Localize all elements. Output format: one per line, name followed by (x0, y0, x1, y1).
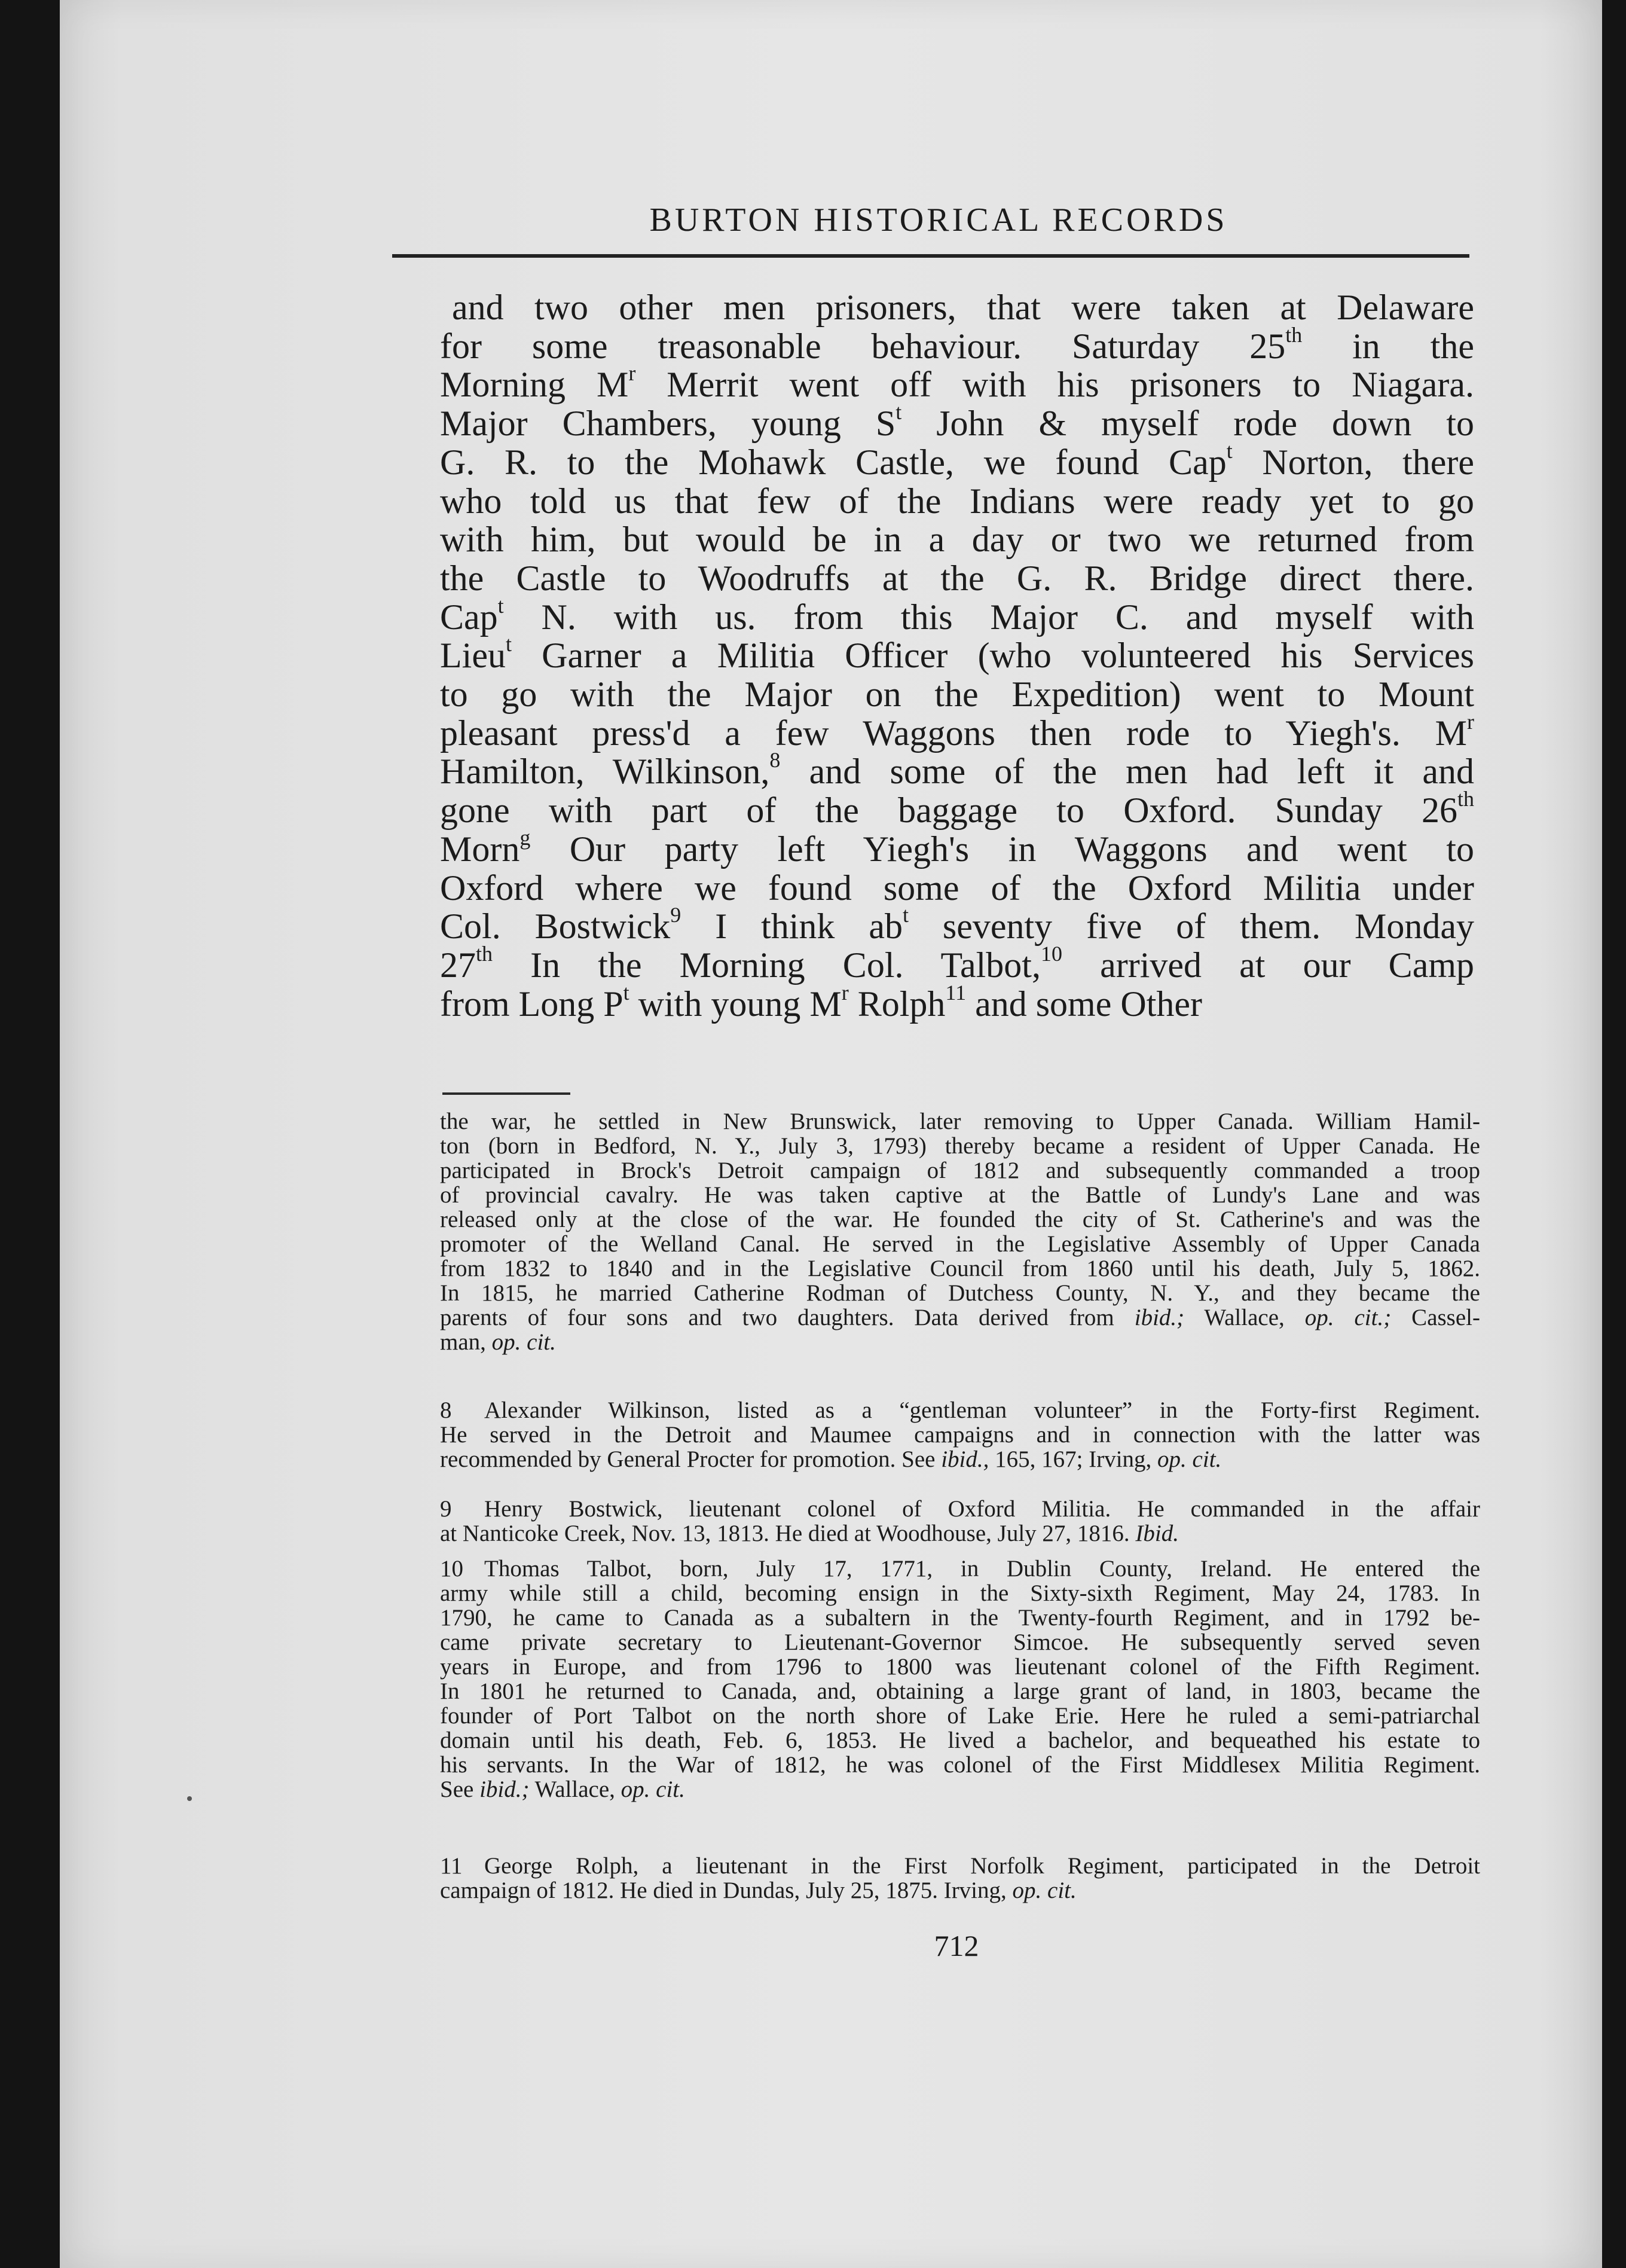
superscript: 8 (769, 748, 781, 773)
italic-citation: op. cit. (1012, 1878, 1077, 1903)
header-rule (392, 254, 1469, 258)
body-line: Oxford where we found some of the Oxford Militia under (440, 868, 1474, 908)
footnote-line: ton (born in Bedford, N. Y., July 3, 1793) thereby became a resident of Upper Canada. He (440, 1133, 1480, 1159)
body-line: from Long $P^t$ with young $M^r$ Rolph$^{11}$ and some Other (440, 980, 1202, 1024)
italic-citation: ibid., (941, 1446, 989, 1472)
footnote-line: campaign of 1812. He died in Dundas, July 25, 1875. Irving, op. cit. (440, 1878, 1077, 1903)
body-line: pleasant press'd a few Waggons then rode to Yiegh's. $M^r$ (440, 709, 1474, 753)
footnote-line: his servants. In the War of 1812, he was colonel of the First Middlesex Militia Regiment. (440, 1752, 1480, 1778)
superscript: t (497, 593, 504, 618)
superscript: g (519, 825, 531, 850)
body-line: with him, but would be in a day or two we returned from (440, 520, 1474, 560)
body-line: Major Chambers, young $S^t$ John & myself rode down to (440, 400, 1474, 444)
footnote-number: 10 (440, 1556, 463, 1582)
superscript: t (902, 903, 909, 927)
superscript: t (505, 632, 512, 657)
footnote-line: from 1832 to 1840 and in the Legislative Council from 1860 until his death, July 5, 1862. (440, 1256, 1480, 1281)
superscript: th (476, 941, 493, 966)
body-line: to go with the Major on the Expedition) went to Mount (440, 674, 1474, 714)
body-line: and two other men prisoners, that were taken at Delaware (452, 288, 1474, 327)
footnote-line: 9 Henry Bostwick, lieutenant colonel of Oxford Militia. He commanded in the affair (440, 1496, 1480, 1522)
footnote-line: man, op. cit. (440, 1329, 556, 1355)
footnote-line: 8 Alexander Wilkinson, listed as a “gentleman volunteer” in the Forty-first Regiment. (440, 1397, 1480, 1423)
body-line: for some treasonable behaviour. Saturday 25th in the (440, 322, 1474, 366)
italic-citation: ibid.; (1134, 1305, 1185, 1330)
superscript: t (1226, 438, 1233, 463)
body-line: 27th In the Morning Col. Talbot,$^{10}$ arrived at our Camp (440, 941, 1474, 985)
superscript: th (1285, 322, 1303, 347)
footnote-line: parents of four sons and two daughters. Data derived from ibid.; Wallace, op. cit.; Cassel- (440, 1305, 1480, 1330)
italic-citation: op. cit. (1157, 1446, 1222, 1472)
superscript: r (628, 361, 636, 386)
superscript: t (623, 980, 629, 1005)
footnote-line: released only at the close of the war. He founded the city of St. Catherine's and was the (440, 1207, 1480, 1232)
footnote-line: of provincial cavalry. He was taken captive at the Battle of Lundy's Lane and was (440, 1182, 1480, 1208)
italic-citation: op. cit. (621, 1776, 685, 1802)
body-line: who told us that few of the Indians were ready yet to go (440, 481, 1474, 521)
body-line: G. R. to the Mohawk Castle, we found Cap$^t$ Norton, there (440, 438, 1474, 482)
body-line: Lieu$^t$ Garner a Militia Officer (who volunteered his Services (440, 632, 1474, 676)
italic-citation: Ibid. (1135, 1521, 1179, 1546)
body-line: Col. Bostwick$^9$ I think $ab^t$ seventy five of them. Monday (440, 903, 1475, 947)
superscript: 9 (670, 903, 681, 927)
italic-citation: ibid.; (479, 1776, 530, 1802)
footnote-line: promoter of the Welland Canal. He served in the Legislative Assembly of Upper Canada (440, 1231, 1480, 1257)
page-number: 712 (934, 1929, 979, 1962)
italic-citation: op. cit.; (1304, 1305, 1392, 1330)
running-head: BURTON HISTORICAL RECORDS (649, 202, 1228, 239)
footnote-line: In 1801 he returned to Canada, and, obtaining a large grant of land, in 1803, became the (440, 1678, 1480, 1704)
superscript: t (895, 400, 902, 425)
body-line: gone with part of the baggage to Oxford. Sunday 26th (440, 787, 1474, 831)
footnote-line: recommended by General Procter for promotion. See ibid., 165, 167; Irving, op. cit. (440, 1446, 1222, 1472)
footnote-line: army while still a child, becoming ensign in the Sixty-sixth Regiment, May 24, 1783. In (440, 1580, 1480, 1606)
footnote (440, 1109, 1480, 1354)
footnote-line: 11 George Rolph, a lieutenant in the First Norfolk Regiment, participated in the Detroit (440, 1853, 1480, 1879)
footnote-line: the war, he settled in New Brunswick, later removing to Upper Canada. William Hamil- (440, 1109, 1480, 1134)
footnote-line: came private secretary to Lieutenant-Governor Simcoe. He subsequently served seven (440, 1629, 1480, 1655)
body-line: Morning $M^r$ Merrit went off with his prisoners to Niagara. (440, 361, 1474, 405)
footnote-line: 10 Thomas Talbot, born, July 17, 1771, in Dublin County, Ireland. He entered the (440, 1556, 1480, 1582)
footnote-number: 11 (440, 1853, 463, 1879)
footnote-line: years in Europe, and from 1796 to 1800 was lieutenant colonel of the Fifth Regiment. (440, 1654, 1480, 1680)
footnote-line: See ibid.; Wallace, op. cit. (440, 1776, 685, 1802)
italic-citation: op. cit. (491, 1329, 556, 1355)
body-line: Cap$^t$ N. with us. from this Major C. and myself with (440, 593, 1474, 637)
paper-speck (187, 1796, 192, 1801)
footnote (440, 1497, 1480, 1546)
footnote-line: at Nanticoke Creek, Nov. 13, 1813. He died at Woodhouse, July 27, 1816. Ibid. (440, 1521, 1179, 1546)
superscript: 11 (945, 980, 967, 1005)
footnote (440, 1398, 1480, 1472)
footnote (440, 1854, 1480, 1903)
footnote-number: 9 (440, 1496, 452, 1522)
footnote (440, 1556, 1480, 1802)
body-line: Morn$^g$ Our party left Yiegh's in Waggons and went to (440, 825, 1474, 869)
superscript: r (841, 980, 849, 1005)
footnote-rule (442, 1092, 570, 1095)
footnote-line: participated in Brock's Detroit campaign of 1812 and subsequently commanded a troop (440, 1158, 1480, 1183)
superscript: th (1457, 787, 1474, 811)
footnote-line: He served in the Detroit and Maumee campaigns and in connection with the latter was (440, 1422, 1480, 1448)
footnote-number: 8 (440, 1397, 452, 1423)
footnote-line: In 1815, he married Catherine Rodman of Dutchess County, N. Y., and they became the (440, 1280, 1480, 1306)
superscript: 10 (1040, 941, 1062, 966)
body-line: the Castle to Woodruffs at the G. R. Bridge direct there. (440, 558, 1474, 598)
body-line: Hamilton, Wilkinson,$^8$ and some of the men had left it and (440, 748, 1474, 792)
superscript: r (1467, 709, 1474, 734)
footnote-line: founder of Port Talbot on the north shore of Lake Erie. Here he ruled a semi-patriarchal (440, 1703, 1480, 1729)
footnote-line: domain until his death, Feb. 6, 1853. He lived a bachelor, and bequeathed his estate to (440, 1727, 1480, 1753)
footnote-line: 1790, he came to Canada as a subaltern in the Twenty-fourth Regiment, and in 1792 be- (440, 1605, 1480, 1631)
